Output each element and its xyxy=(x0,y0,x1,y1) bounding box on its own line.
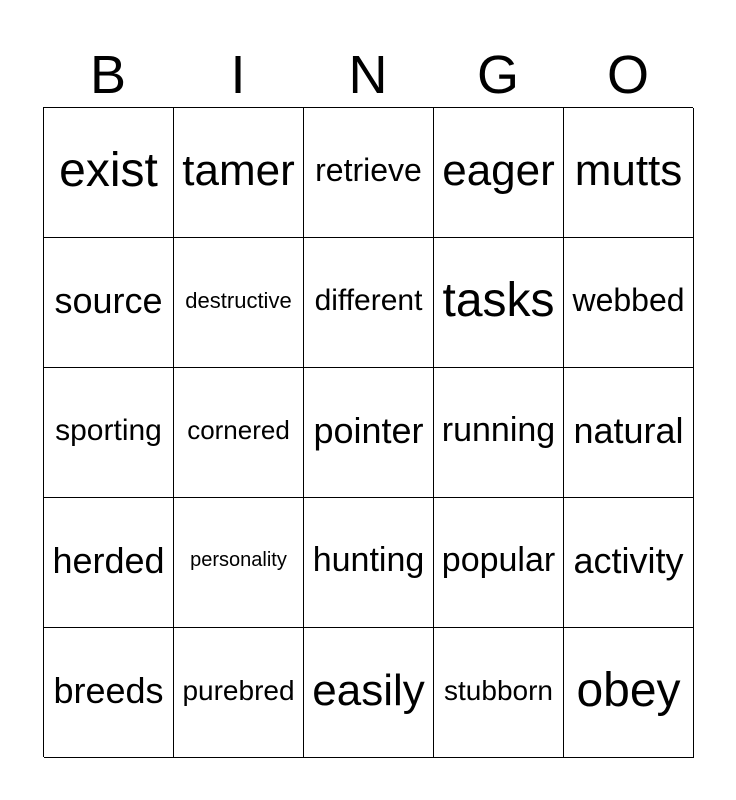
bingo-cell[interactable]: tamer xyxy=(174,108,304,238)
bingo-header xyxy=(43,42,693,108)
bingo-cell[interactable]: pointer xyxy=(304,368,434,498)
bingo-cell[interactable]: popular xyxy=(434,498,564,628)
bingo-cell[interactable]: destructive xyxy=(174,238,304,368)
bingo-cell[interactable]: stubborn xyxy=(434,628,564,758)
bingo-cell[interactable]: running xyxy=(434,368,564,498)
bingo-cell[interactable]: different xyxy=(304,238,434,368)
bingo-cell[interactable]: personality xyxy=(174,498,304,628)
bingo-cell[interactable]: eager xyxy=(434,108,564,238)
bingo-cell[interactable]: breeds xyxy=(44,628,174,758)
bingo-cell[interactable]: webbed xyxy=(564,238,694,368)
bingo-cell[interactable]: obey xyxy=(564,628,694,758)
bingo-cell[interactable]: retrieve xyxy=(304,108,434,238)
bingo-cell[interactable]: easily xyxy=(304,628,434,758)
bingo-cell[interactable]: activity xyxy=(564,498,694,628)
bingo-cell[interactable]: purebred xyxy=(174,628,304,758)
bingo-cell[interactable]: cornered xyxy=(174,368,304,498)
bingo-cell[interactable]: herded xyxy=(44,498,174,628)
header-letter-o: O xyxy=(606,45,649,105)
bingo-cell[interactable]: natural xyxy=(564,368,694,498)
header-letter-b: B xyxy=(89,45,127,105)
bingo-cell[interactable]: mutts xyxy=(564,108,694,238)
bingo-cell[interactable]: hunting xyxy=(304,498,434,628)
header-letter-g: G xyxy=(476,45,519,105)
bingo-cell[interactable]: source xyxy=(44,238,174,368)
bingo-cell[interactable]: exist xyxy=(44,108,174,238)
header-letter-i: I xyxy=(230,45,246,105)
bingo-cell[interactable]: sporting xyxy=(44,368,174,498)
bingo-cell[interactable]: tasks xyxy=(434,238,564,368)
bingo-board xyxy=(43,107,693,757)
header-letter-n: N xyxy=(348,45,388,105)
